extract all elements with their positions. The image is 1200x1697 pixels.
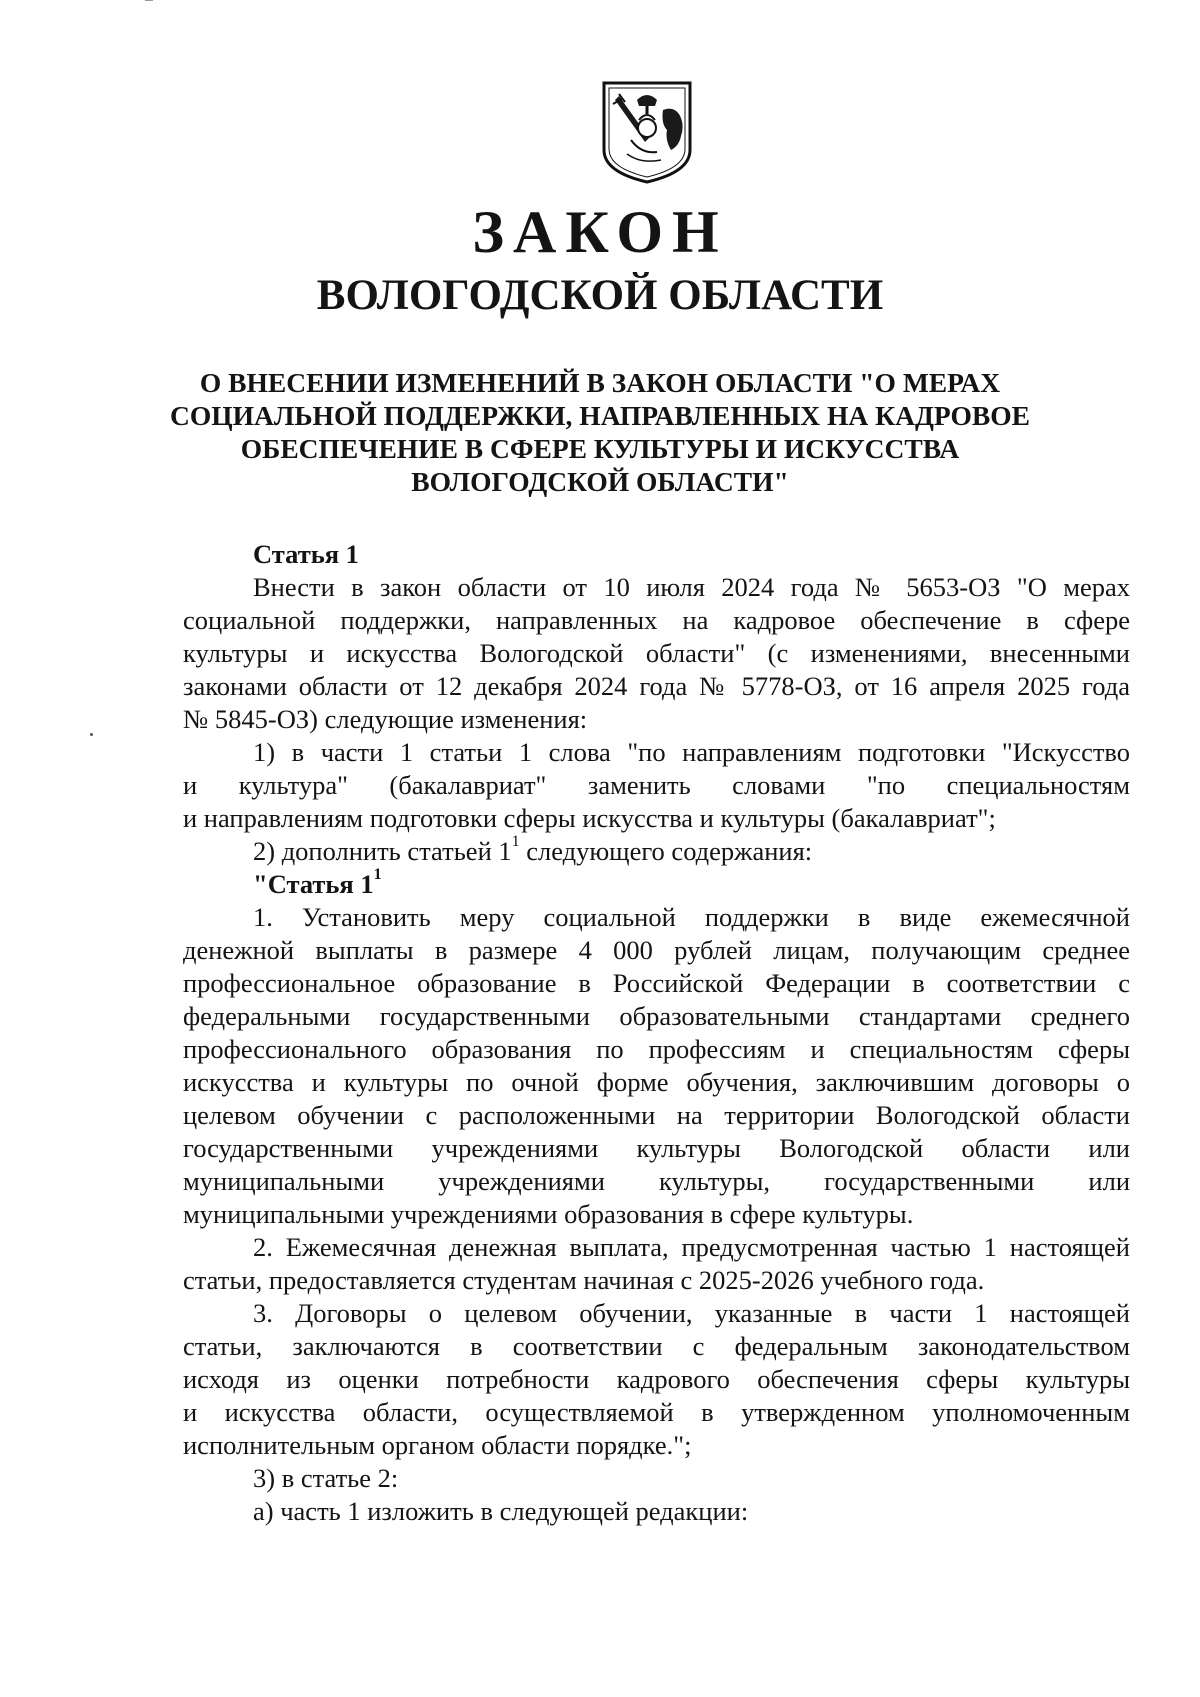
- text-line: профессиональное образование в Российской Федерации в соответствии с: [183, 968, 1130, 998]
- article-heading: Статья 1: [253, 539, 359, 569]
- text-line: муниципальными учреждениями образования в сфере культуры.: [183, 1199, 914, 1229]
- amendment-item: 3) в статье 2:: [253, 1463, 399, 1493]
- text-line: культуры и искусства Вологодской области" (с изменениями, внесенными: [183, 638, 1130, 668]
- text-line: денежной выплаты в размере 4 000 рублей лицам, получающим среднее: [183, 935, 1130, 965]
- amendment-item: [183, 835, 1130, 868]
- new-article-heading: [183, 868, 1130, 901]
- law-heading: ЗАКОН: [472, 199, 728, 265]
- title-line: О ВНЕСЕНИИ ИЗМЕНЕНИЙ В ЗАКОН ОБЛАСТИ "О МЕРАХ: [199, 367, 1001, 398]
- text-line: социальной поддержки, направленных на кадровое обеспечение в сфере: [183, 605, 1130, 635]
- text-line: государственными учреждениями культуры Вологодской области или: [183, 1133, 1130, 1163]
- text-span: 2) дополнить статьей 1: [253, 836, 512, 866]
- amendment-subitem: а) часть 1 изложить в следующей редакции:: [253, 1496, 749, 1526]
- text-line: федеральными государственными образовательными стандартами среднего: [183, 1001, 1130, 1031]
- title-line: ОБЕСПЕЧЕНИЕ В СФЕРЕ КУЛЬТУРЫ И ИСКУССТВА: [240, 433, 960, 464]
- text-line: статьи, заключаются в соответствии с федеральным законодательством: [183, 1331, 1130, 1361]
- scan-mark: [145, 0, 153, 1]
- text-line: профессионального образования по профессиям и специальностям сферы: [183, 1034, 1130, 1064]
- title-line: СОЦИАЛЬНОЙ ПОДДЕРЖКИ, НАПРАВЛЕННЫХ НА КАДРОВОЕ: [170, 400, 1030, 431]
- title-line: ВОЛОГОДСКОЙ ОБЛАСТИ": [411, 466, 789, 497]
- text-line: и искусства области, осуществляемой в утвержденном уполномоченным: [183, 1397, 1130, 1427]
- text-line: исполнительным органом области порядке.";: [183, 1430, 692, 1460]
- text-line: искусства и культуры по очной форме обучения, заключившим договоры о: [183, 1067, 1130, 1097]
- text-line: и направлениям подготовки сферы искусства и культуры (бакалавриат";: [183, 803, 996, 833]
- text-line: 3. Договоры о целевом обучении, указанные в части 1 настоящей: [253, 1298, 1130, 1328]
- text-line: 2. Ежемесячная денежная выплата, предусмотренная частью 1 настоящей: [253, 1232, 1130, 1262]
- text-line: исходя из оценки потребности кадрового обеспечения сферы культуры: [183, 1364, 1130, 1394]
- superscript: 1: [511, 833, 520, 851]
- coat-of-arms-icon: [601, 80, 693, 185]
- text-line: Внести в закон области от 10 июля 2024 года № 5653-ОЗ "О мерах: [253, 572, 1130, 602]
- text-line: целевом обучении с расположенными на территории Вологодской области: [183, 1100, 1130, 1130]
- text-line: законами области от 12 декабря 2024 года № 5778-ОЗ, от 16 апреля 2025 года: [183, 671, 1130, 701]
- text-line: 1. Установить меру социальной поддержки в виде ежемесячной: [253, 902, 1130, 932]
- superscript: 1: [373, 866, 382, 884]
- text-span: "Статья 1: [253, 869, 374, 899]
- text-line: № 5845-ОЗ) следующие изменения:: [183, 704, 588, 734]
- law-title: [150, 366, 1050, 498]
- law-body: [183, 538, 1130, 1528]
- text-line: статьи, предоставляется студентам начиная с 2025-2026 учебного года.: [183, 1265, 985, 1295]
- scan-speck: [90, 733, 93, 736]
- text-line: 1) в части 1 статьи 1 слова "по направлениям подготовки "Искусство: [253, 737, 1130, 767]
- region-heading: ВОЛОГОДСКОЙ ОБЛАСТИ: [316, 272, 884, 319]
- text-line: муниципальными учреждениями культуры, государственными или: [183, 1166, 1130, 1196]
- text-span: следующего содержания:: [519, 836, 813, 866]
- text-line: и культура" (бакалавриат" заменить словами "по специальностям: [183, 770, 1130, 800]
